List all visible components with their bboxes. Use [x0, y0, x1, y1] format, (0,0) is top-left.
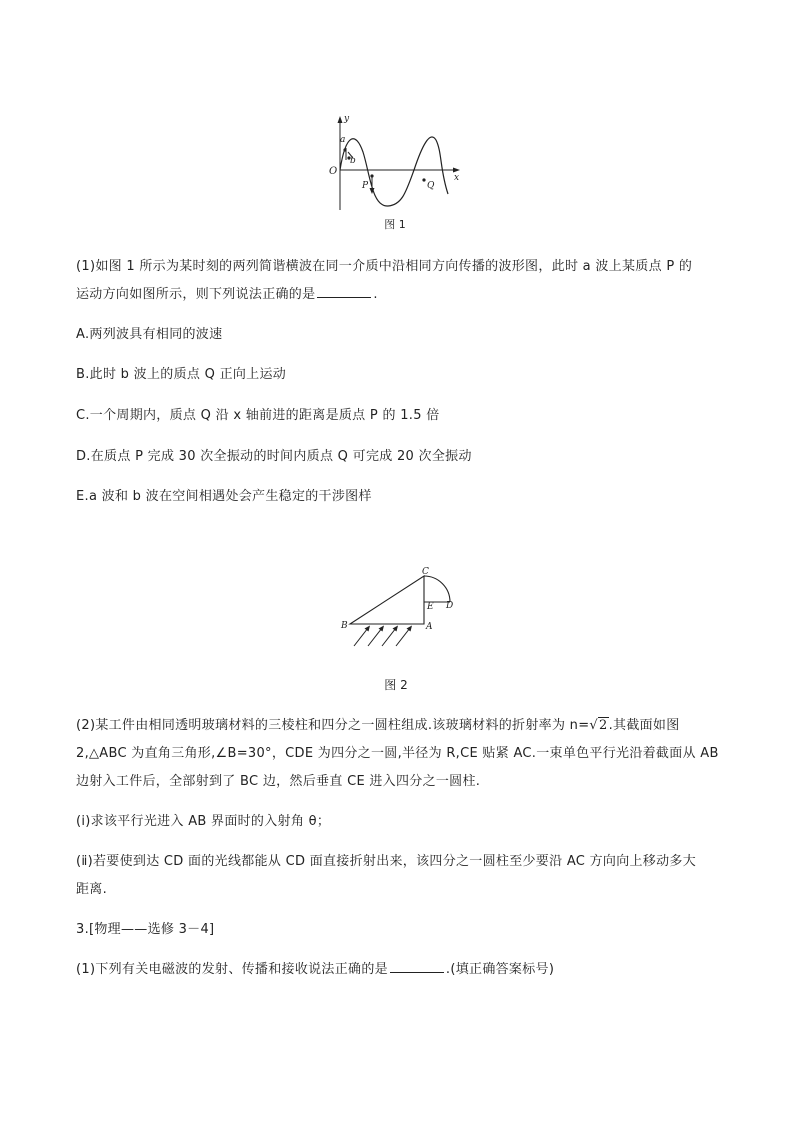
- label-y: y: [344, 114, 350, 124]
- q1-option-b: B.此时 b 波上的质点 Q 正向上运动: [76, 367, 287, 382]
- label-B: B: [341, 621, 348, 631]
- label-a: a: [340, 135, 346, 145]
- q2-line1-end: .其截面如图: [608, 718, 680, 733]
- x-axis-arrow: [453, 168, 460, 173]
- answer-blank[interactable]: [317, 287, 371, 298]
- q1-stem-line1: (1)如图 1 所示为某时刻的两列简谐横波在同一介质中沿相同方向传播的波形图，此时 a 波上某质点 P 的: [76, 259, 693, 274]
- q1-option-e: E.a 波和 b 波在空间相遇处会产生稳定的干涉图样: [76, 489, 372, 504]
- label-x: x: [454, 173, 460, 183]
- sqrt-two: [589, 717, 608, 733]
- incident-light-arrowheads: [365, 626, 413, 632]
- figure-2-caption: 图 2: [384, 678, 408, 692]
- wave-a: [340, 137, 448, 206]
- q3-header: 3.[物理——选修 3－4]: [76, 922, 215, 937]
- label-C: C: [422, 567, 429, 577]
- sqrt-radicand: 2: [599, 718, 608, 733]
- figure-1-wave-graph: [318, 112, 468, 216]
- q3-stem-end: .(填正确答案标号): [445, 962, 555, 977]
- q3-stem-text: (1)下列有关电磁波的发射、传播和接收说法正确的是: [76, 962, 388, 977]
- q1-stem-line2-end: .: [373, 287, 378, 302]
- q1-option-c: C.一个周期内，质点 Q 沿 x 轴前进的距离是质点 P 的 1.5 倍: [76, 408, 440, 423]
- label-D: D: [446, 601, 454, 611]
- q2-line3: 边射入工件后，全部射到了 BC 边，然后垂直 CE 进入四分之一圆柱.: [76, 774, 481, 789]
- q1-option-a: A.两列波具有相同的波速: [76, 327, 223, 342]
- q2-line2: 2,△ABC 为直角三角形,∠B=30°，CDE 为四分之一圆,半径为 R,CE 贴紧 AC.一束单色平行光沿着截面从 AB: [76, 746, 719, 761]
- y-axis-arrow: [338, 116, 343, 123]
- q3-stem: [76, 958, 554, 977]
- q2-line1: [76, 714, 680, 733]
- label-P: P: [362, 181, 369, 191]
- label-Q: Q: [427, 181, 435, 191]
- figure-2-prism-diagram: [336, 564, 466, 654]
- point-Q-marker: [422, 178, 425, 181]
- label-E: E: [427, 602, 434, 612]
- label-origin: O: [329, 166, 338, 177]
- q2-sub1: (ⅰ)求该平行光进入 AB 界面时的入射角 θ；: [76, 814, 331, 829]
- q1-option-d: D.在质点 P 完成 30 次全振动的时间内质点 Q 可完成 20 次全振动: [76, 449, 472, 464]
- quarter-circle-cde: [424, 576, 450, 602]
- q2-sub2-line1: (ⅱ)若要使到达 CD 面的光线都能从 CD 面直接折射出来，该四分之一圆柱至少要沿 AC 方向向上移动多大: [76, 854, 697, 869]
- q2-sub2-line2: 距离.: [76, 882, 108, 897]
- q1-stem-line2-text: 运动方向如图所示，则下列说法正确的是: [76, 287, 316, 302]
- figure-1-caption: 图 1: [384, 218, 406, 231]
- sqrt-symbol: √: [589, 718, 599, 733]
- label-A: A: [426, 622, 433, 632]
- q2-line1-text: (2)某工件由相同透明玻璃材料的三棱柱和四分之一圆柱组成.该玻璃材料的折射率为 n=: [76, 718, 590, 733]
- q1-stem-line2: [76, 283, 378, 302]
- label-b: b: [350, 156, 356, 166]
- answer-blank-q3[interactable]: [390, 962, 444, 973]
- triangle-abc: [350, 576, 424, 624]
